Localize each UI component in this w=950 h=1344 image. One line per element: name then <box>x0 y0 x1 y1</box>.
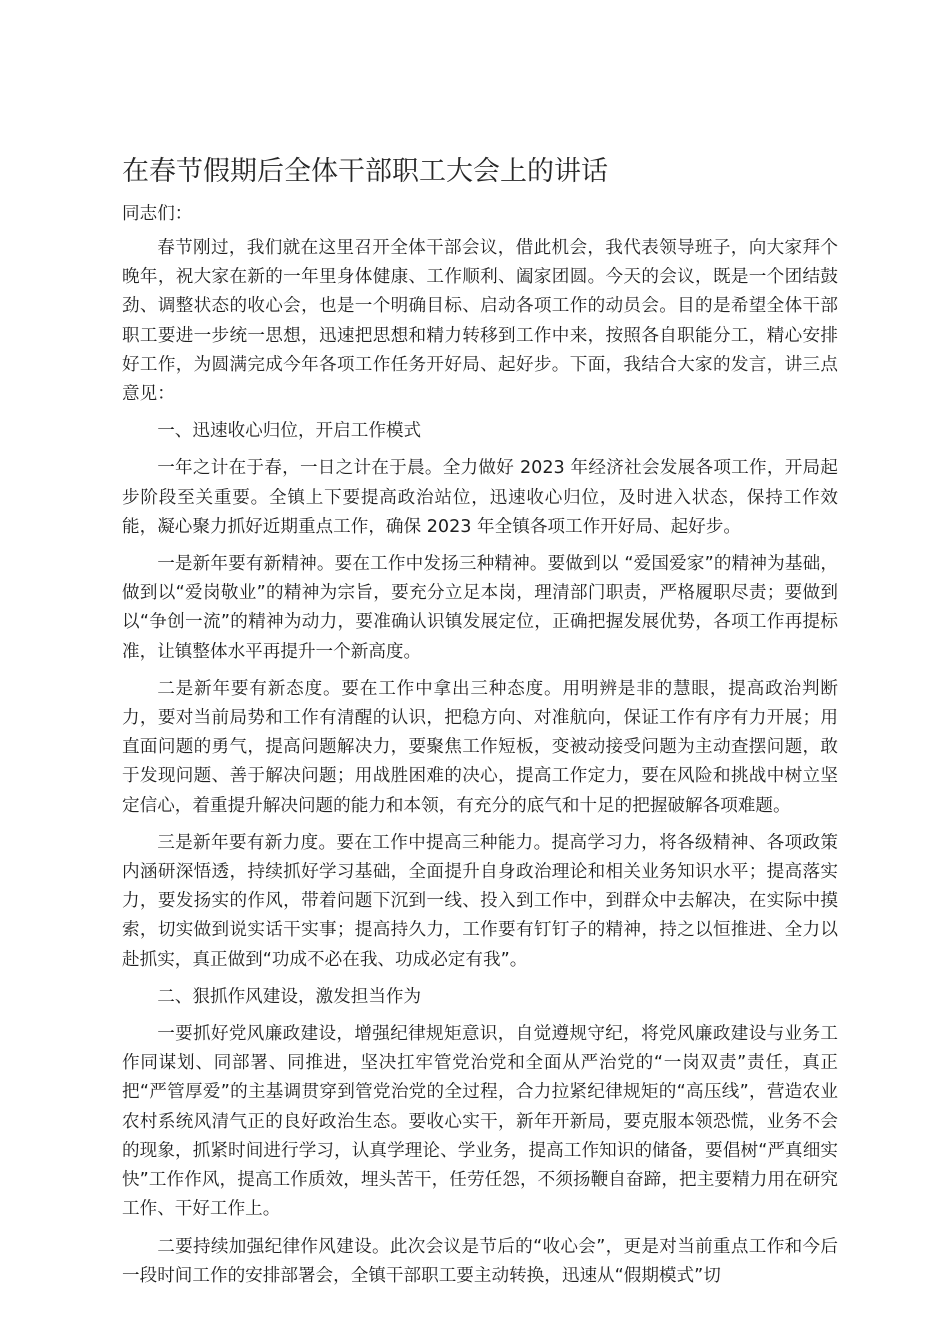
section-heading-1: 一、迅速收心归位，开启工作模式 <box>157 421 422 442</box>
paragraph-intro: 春节刚过，我们就在这里召开全体干部会议，借此机会，我代表领导班子，向大家拜个晚年，祝大家在新的一年里身体健康、工作顺利、阖家团圆。今天的会议，既是一个团结鼓劲、调整状态的收心会，也是一个明确目标、启动各项工作的动员会。目的是希望全体干部职工要进一步统一思想，迅速把思想和精力转移到工作中来，按照各自职能分工，精心安排好工作，为圆满完成今年各项工作任务开好局、起好步。下面，我结合大家的发言，讲三点意见： <box>122 238 838 405</box>
salutation: 同志们： <box>122 204 193 224</box>
paragraph-integrity: 一要抓好党风廉政建设，增强纪律规矩意识，自觉遵规守纪，将党风廉政建设与业务工作同谋划、同部署、同推进，坚决扛牢管党治党和全面从严治党的“一岗双责”责任，真正把“严管厚爱”的主基调贯穿到管党治党的全过程，合力拉紧纪律规矩的“高压线”，营造农业农村系统风清气正的良好政治生态。要收心实干，新年开新局，要克服本领恐慌，业务不会的现象，抓紧时间进行学习，认真学理论、学业务，提高工作知识的储备，要倡树“严真细实快”工作作风，提高工作质效，埋头苦干，任劳任怨，不须扬鞭自奋蹄，把主要精力用在研究工作、干好工作上。 <box>122 1024 838 1220</box>
paragraph-discipline: 二要持续加强纪律作风建设。此次会议是节后的“收心会”，更是对当前重点工作和今后一段时间工作的安排部署会，全镇干部职工要主动转换，迅速从“假期模式”切 <box>122 1236 838 1286</box>
document-title: 在春节假期后全体干部职工大会上的讲话 <box>122 156 608 187</box>
section-heading-2: 二、狠抓作风建设，激发担当作为 <box>157 986 422 1007</box>
paragraph-new-strength: 三是新年要有新力度。要在工作中提高三种能力。提高学习力，将各级精神、各项政策内涵研深悟透，持续抓好学习基础，全面提升自身政治理论和相关业务知识水平；提高落实力，要发扬实的作风，带着问题下沉到一线、投入到工作中，到群众中去解决，在实际中摸索，切实做到说实话干实事；提高持久力，工作要有钉钉子的精神，持之以恒推进、全力以赴抓实，真正做到“功成不必在我、功成必定有我”。 <box>122 832 838 970</box>
paragraph-section1-intro: 一年之计在于春，一日之计在于晨。全力做好 2023 年经济社会发展各项工作，开局起步阶段至关重要。全镇上下要提高政治站位，迅速收心归位，及时进入状态，保持工作效能，凝心聚力抓好近期重点工作，确保 2023 年全镇各项工作开好局、起好步。 <box>122 458 838 537</box>
paragraph-new-spirit: 一是新年要有新精神。要在工作中发扬三种精神。要做到以 “爱国爱家”的精神为基础，做到以“爱岗敬业”的精神为宗旨，要充分立足本岗，理清部门职责，严格履职尽责；要做到以“争创一流”的精神为动力，要准确认识镇发展定位，正确把握发展优势，各项工作再提标准，让镇整体水平再提升一个新高度。 <box>122 554 838 662</box>
paragraph-new-attitude: 二是新年要有新态度。要在工作中拿出三种态度。用明辨是非的慧眼，提高政治判断力，要对当前局势和工作有清醒的认识，把稳方向、对准航向，保证工作有序有力开展；用直面问题的勇气，提高问题解决力，要聚焦工作短板，变被动接受问题为主动查摆问题，敢于发现问题、善于解决问题；用战胜困难的决心，提高工作定力，要在风险和挑战中树立坚定信心，着重提升解决问题的能力和本领，有充分的底气和十足的把握破解各项难题。 <box>122 678 838 816</box>
document-page <box>122 150 838 1299</box>
